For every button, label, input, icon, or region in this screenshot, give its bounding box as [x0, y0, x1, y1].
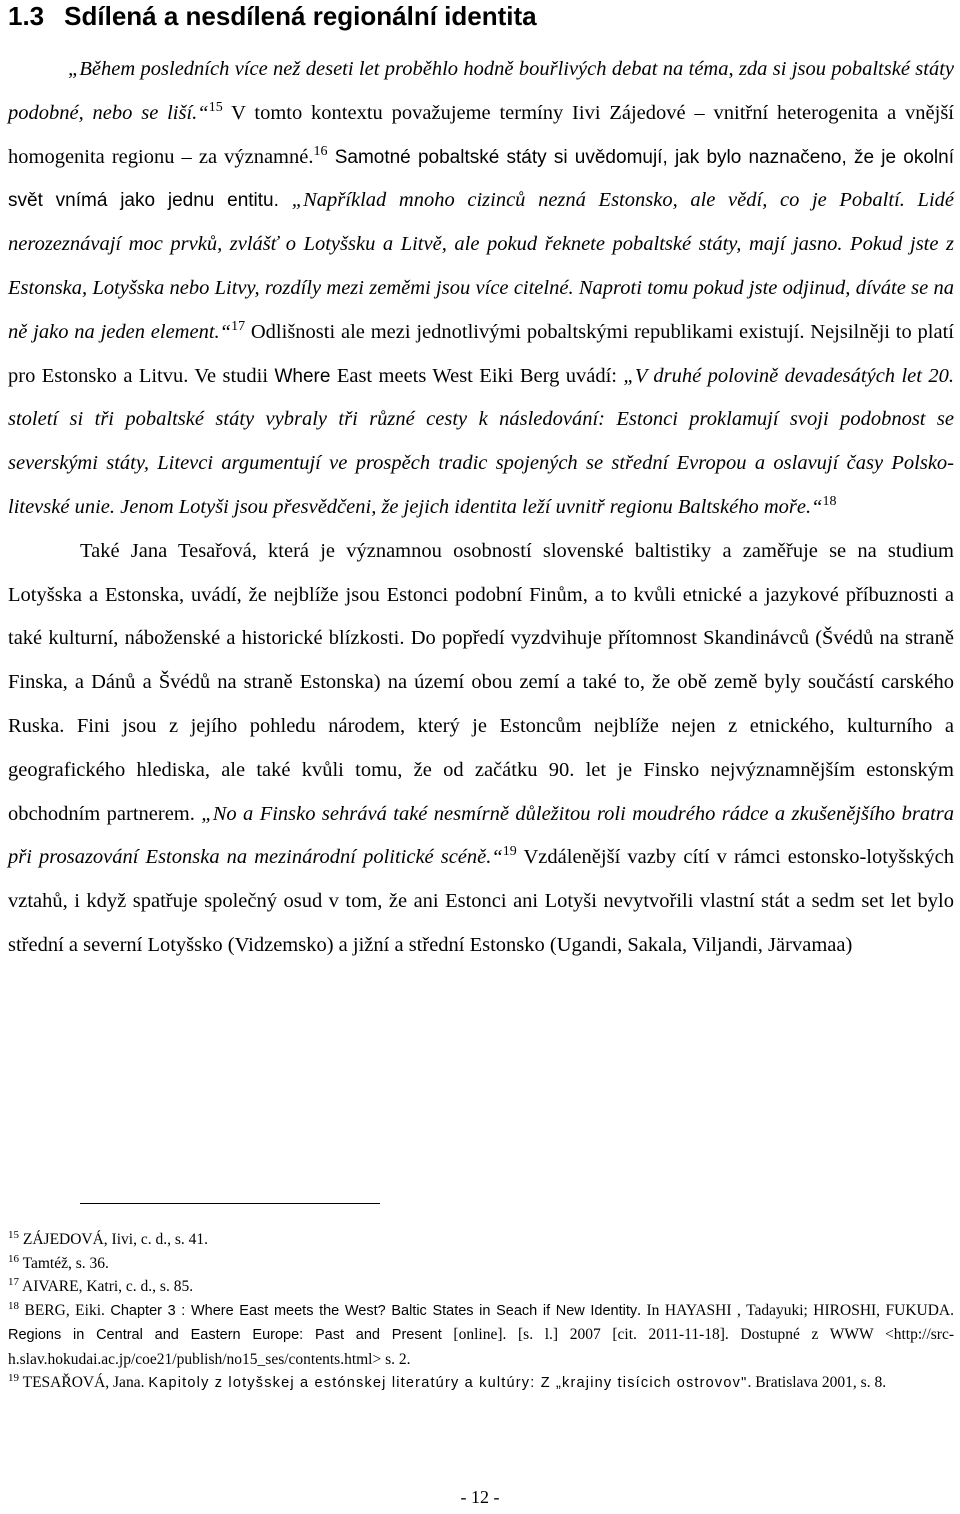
footnote-ref-16: 16 [313, 143, 328, 159]
footnote-number: 18 [8, 1299, 19, 1312]
footnote-text: TESAŘOVÁ, Jana. [22, 1374, 149, 1391]
paragraph-1-text-4: East meets West Eiki Berg uvádí: [330, 364, 624, 387]
footnote-ref-15: 15 [208, 99, 223, 115]
footnote-work-title: Regions in Central and Eastern Europe: Past and Present [8, 1327, 442, 1343]
footnote-work-title: Chapter 3 : Where East meets the West? Baltic States in Seach if New Identity [110, 1302, 638, 1319]
footnotes [8, 1228, 954, 1396]
footnote-text: . Bratislava 2001, s. 8. [747, 1374, 887, 1391]
paragraph-2-text-2: Vzdálenější vazby cítí v rámci estonsko-lotyšských vztahů, i když spatřuje společný osud v tom, že ani Estonci ani Lotyši nevytvořili vlastní stát a sedm set let bylo střední a severní Lotyšsko (Vidzemsko) a jižní a střední Estonsko (Ugandi, Sakala, Viljandi, Järvamaa) [8, 846, 954, 956]
footnote-separator [80, 1203, 380, 1204]
paragraph-1-text-3: Odlišnosti ale mezi jednotlivými pobaltskými republikami existují. Nejsilněji to platí pro Estonsko a Litvu. Ve studii [8, 320, 954, 387]
page-number: - 12 - [460, 1487, 500, 1507]
footnote-18 [8, 1299, 954, 1372]
section-heading [8, 0, 948, 32]
footnote-text: [online]. [s. l.] 2007 [cit. 2011-11-18]. Dostupné z WWW <http://src-h.slav.hokudai.ac.jp/coe21/publish/no15_ses/contents.html> s. 2. [8, 1326, 954, 1368]
footnote-number: 17 [8, 1276, 19, 1288]
paragraph-2-text-1: Také Jana Tesařová, která je významnou osobností slovenské baltistiky a zaměřuje se na studium Lotyšska a Estonska, uvádí, že nejblíže jsou Estonci podobní Finům, a to kvůli etnické a jazykové příbuznosti a také kulturní, náboženské a historické blízkosti. Do popředí vyzdvihuje přítomnost Skandinávců (Švédů na straně Finska, a Dánů a Švédů na straně Estonska) na území obou zemí a také to, že obě země byly součástí carského Ruska. Fini jsou z jejího pohledu národem, který je Estoncům nejblíže nejen z etnického, kulturního a geografického hlediska, ale také kvůli tomu, že od začátku 90. let je Finsko nejvýznamnějším estonským obchodním partnerem. [8, 539, 954, 825]
quote-3: „V druhé polovině devadesátých let 20. století si tři pobaltské státy vybraly tři různé cesty k následování: Estonci proklamují svoji podobnost se severskými státy, Litevci argumentují ve prospěch tradic spojených se střední Evropou a oslavují časy Polsko-litevské unie. Jenom Lotyši jsou přesvědčeni, že jejich identita leží uvnitř regionu Baltského moře.“ [8, 364, 954, 518]
footnote-text: BERG, Eiki. [24, 1301, 111, 1319]
footnote-16 [8, 1252, 954, 1276]
footnote-number: 16 [8, 1252, 19, 1265]
footnote-text: AIVARE, Katri, c. d., s. 85. [22, 1278, 194, 1295]
paragraph-2 [8, 530, 954, 968]
footnote-number: 15 [8, 1229, 19, 1241]
footnote-17 [8, 1275, 954, 1299]
quote-4: „No a Finsko sehrává také nesmírně důležitou roli moudrého rádce a zkušenějšího bratra při prosazování Estonska na mezinárodní politické scéně.“ [8, 802, 954, 869]
footnote-number: 19 [8, 1372, 19, 1384]
footnote-19 [8, 1371, 954, 1396]
quote-1: „Během posledních více než deseti let proběhlo hodně bouřlivých debat na téma, zda si jsou pobaltské státy podobné, nebo se liší.“ [8, 58, 954, 124]
footnote-ref-17: 17 [231, 318, 246, 334]
paragraph-1-text-1: V tomto kontextu považujeme termíny Iivi Zájedové ‒ vnitřní heterogenita a vnější homogenita regionu ‒ za významné. [8, 101, 954, 168]
paragraph-1 [8, 48, 954, 530]
body-text [8, 48, 954, 968]
study-title-where: Where [274, 365, 331, 387]
footnote-15 [8, 1228, 954, 1252]
footnote-ref-18: 18 [822, 493, 837, 509]
footnote-text: . In HAYASHI , Tadayuki; HIROSHI, FUKUDA. [637, 1301, 954, 1319]
footnote-ref-19: 19 [502, 844, 517, 860]
footnote-work-title: Kapitoly z lotyšskej a estónskej literatúry a kultúry: Z „krajiny tisícich ostrovov" [148, 1375, 748, 1391]
footnote-text: ZÁJEDOVÁ, Iivi, c. d., s. 41. [22, 1231, 208, 1248]
section-number: 1.3 [8, 1, 45, 31]
footnote-text: Tamtéž, s. 36. [22, 1254, 109, 1272]
section-title: Sdílená a nesdílená regionální identita [64, 1, 537, 31]
quote-2: „Například mnoho cizinců nezná Estonsko, ale vědí, co je Pobaltí. Lidé nerozeznávají moc prvků, zvlášť o Lotyšsku a Litvě, ale pokud řeknete pobaltské státy, mají jasno. Pokud jste z Estonska, Lotyšska nebo Litvy, rozdíly mezi zeměmi jsou více citelné. Naproti tomu pokud jste odjinud, díváte se na ně jako na jeden element.“ [8, 189, 954, 343]
paragraph-1-text-2: Samotné pobaltské státy si uvědomují, jak bylo naznačeno, že je okolní svět vnímá jako jednu entitu. [8, 146, 954, 212]
